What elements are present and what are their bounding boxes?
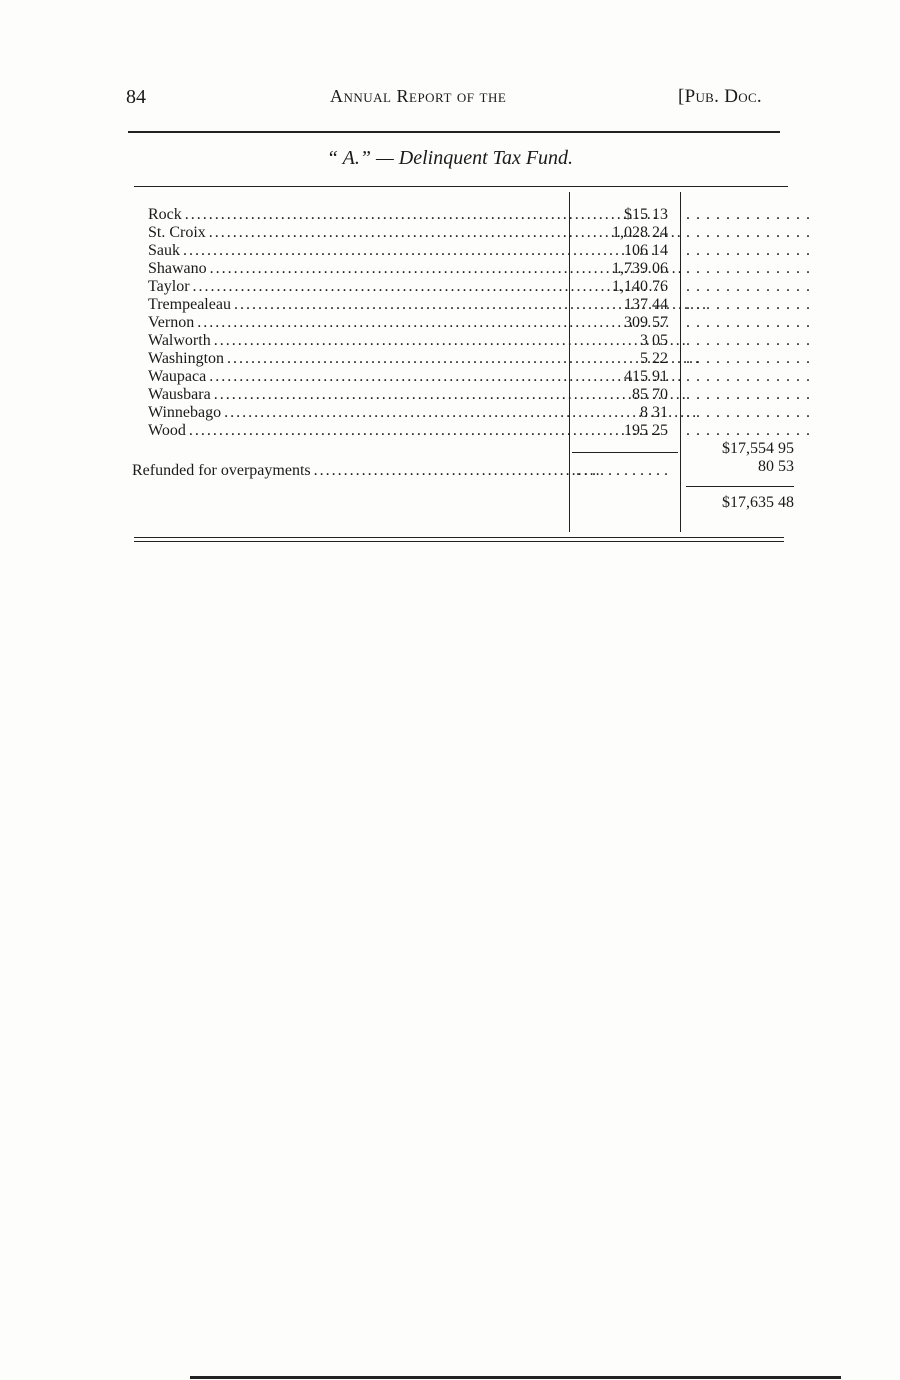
table-row: [0, 242, 841, 260]
county-name: Washington . . .: [148, 350, 564, 368]
county-amount: 1,028 24: [612, 224, 668, 241]
column-sum-rule: [572, 452, 678, 453]
subtotal-amount: $17,554 95: [722, 440, 794, 457]
county-name: Vernon . . .: [148, 314, 564, 332]
running-header: [0, 86, 841, 116]
leader-dots: . . . . . . . . . . . . .: [686, 350, 811, 367]
running-title: Annual Report of the: [330, 86, 507, 106]
county-amount: 1,739 06: [612, 260, 668, 277]
leader-dots: . . . . . . . . . . . . .: [686, 332, 811, 349]
leader-dots: . . . . . . . . . . . . .: [686, 368, 811, 385]
table-row: [0, 350, 841, 368]
county-name: Trempealeau . . .: [148, 296, 564, 314]
county-amount: 195 25: [624, 422, 668, 439]
total-rule: [686, 486, 794, 487]
table-title: “ A.” — Delinquent Tax Fund.: [326, 147, 574, 169]
county-name: Rock . . .: [148, 206, 564, 224]
table-bottom-rule: [134, 537, 784, 542]
county-name: Taylor . . .: [148, 278, 564, 296]
leader-dots: . . . . . . . . . . . . .: [686, 206, 811, 223]
leader-dots: . . . . . . . . . . . . .: [686, 422, 811, 439]
county-name: Wausbara . . .: [148, 386, 564, 404]
table-row: [0, 386, 841, 404]
leader-dots: . . . . . . . . . . . . .: [686, 314, 811, 331]
table-row: [0, 296, 841, 314]
county-name: Winnebago . . .: [148, 404, 564, 422]
table-row: [0, 368, 841, 386]
leader-dots: . . . . . . . . . . . .: [576, 462, 668, 479]
grand-total: $17,635 48: [722, 494, 794, 511]
county-amount: 8 31: [640, 404, 668, 421]
county-amount: 85 70: [632, 386, 668, 403]
table-row: [0, 404, 841, 422]
leader-dots: . . . . . . . . . . . . .: [686, 386, 811, 403]
leader-dots: . . . . . . . . . . . . .: [686, 404, 811, 421]
refund-amount: 80 53: [758, 458, 794, 475]
county-amount: $15 13: [624, 206, 668, 223]
county-amount: 137 44: [624, 296, 668, 313]
refund-label: Refunded for overpayments . . .: [132, 462, 564, 480]
page-number: 84: [126, 86, 146, 108]
county-name: Walworth . . .: [148, 332, 564, 350]
table-row: [0, 206, 841, 224]
county-amount: 3 05: [640, 332, 668, 349]
leader-dots: . . . . . . . . . . . . .: [686, 224, 811, 241]
county-amount: 5 22: [640, 350, 668, 367]
table-row: [0, 224, 841, 242]
leader-dots: . . . . . . . . . . . . .: [686, 260, 811, 277]
county-name: Wood . . .: [148, 422, 564, 440]
header-rule: [128, 131, 780, 133]
county-name: Waupaca . . .: [148, 368, 564, 386]
county-amount: 1,140 76: [612, 278, 668, 295]
county-amount: 106 14: [624, 242, 668, 259]
county-amount: 415 91: [624, 368, 668, 385]
table-row: [0, 422, 841, 440]
county-name: Shawano . . .: [148, 260, 564, 278]
page-edge-rule: [190, 1376, 841, 1379]
county-amount: 309 57: [624, 314, 668, 331]
county-name: Sauk . . .: [148, 242, 564, 260]
table-row: [0, 332, 841, 350]
leader-dots: . . . . . . . . . . . . .: [686, 296, 811, 313]
table-row: [0, 260, 841, 278]
leader-dots: . . . . . . . . . . . . .: [686, 242, 811, 259]
county-name: St. Croix . . .: [148, 224, 564, 242]
table-row: [0, 278, 841, 296]
table-top-rule: [134, 186, 788, 187]
table-row: [0, 314, 841, 332]
leader-dots: . . . . . . . . . . . . .: [686, 278, 811, 295]
document-series: [Pub. Doc.: [678, 86, 762, 107]
